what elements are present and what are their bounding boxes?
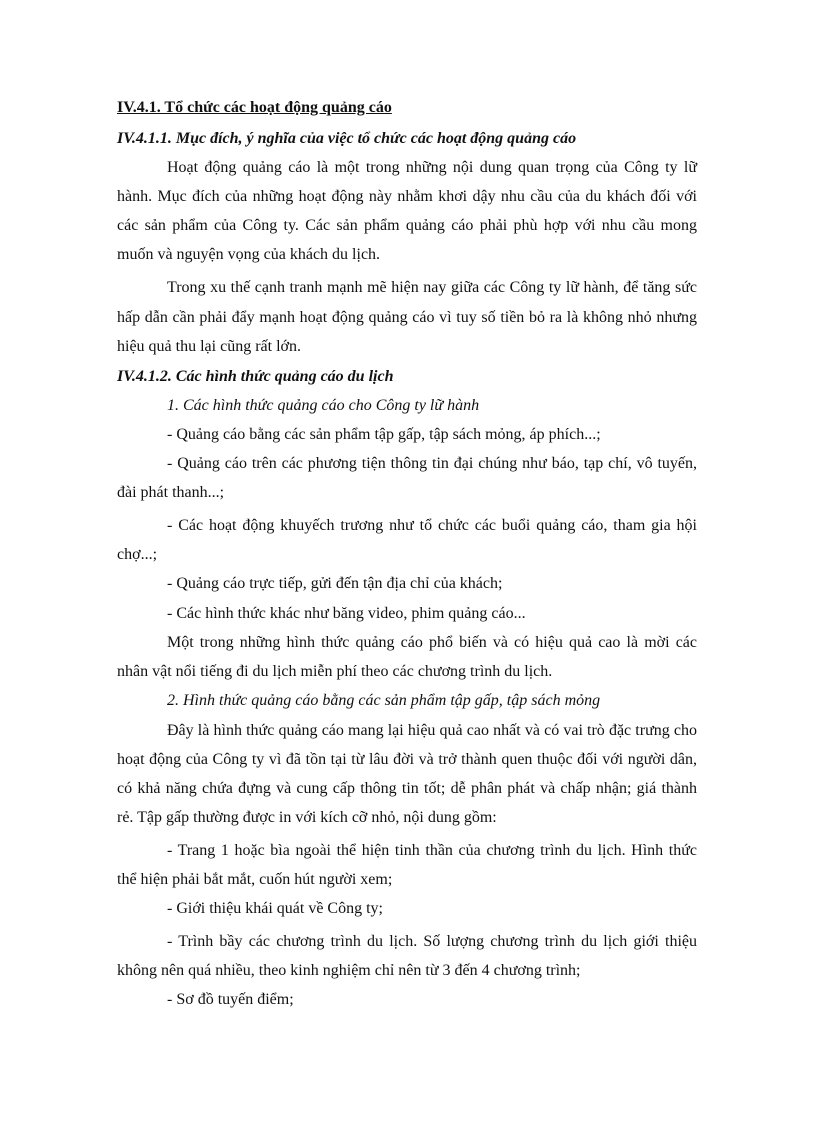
paragraph-line: hành. Mục đích của những hoạt động này nhằm khơi dậy nhu cầu của du khách đối với <box>117 188 697 205</box>
bullet-line: - Sơ đồ tuyến điểm; <box>167 991 294 1008</box>
paragraph-line: các sản phẩm của Công ty. Các sản phẩm quảng cáo phải phù hợp với nhu cầu mong <box>117 217 697 234</box>
paragraph-line: Đây là hình thức quảng cáo mang lại hiệu quả cao nhất và có vai trò đặc trưng cho <box>167 722 697 739</box>
paragraph-line: nhân vật nổi tiếng đi du lịch miễn phí theo các chương trình du lịch. <box>117 663 553 680</box>
paragraph-line: rẻ. Tập gấp thường được in với kích cỡ nhỏ, nội dung gồm: <box>117 809 497 826</box>
paragraph-line: hiệu quả thu lại cũng rất lớn. <box>117 338 301 355</box>
paragraph-line: hấp dẫn cần phải đẩy mạnh hoạt động quảng cáo vì tuy số tiền bỏ ra là không nhỏ nhưng <box>117 309 697 326</box>
paragraph-line: hoạt động của Công ty vì đã tồn tại từ lâu đời và trở thành quen thuộc đối với người dân, <box>117 751 697 768</box>
bullet-line: không nên quá nhiều, theo kinh nghiệm chỉ nên từ 3 đến 4 chương trình; <box>117 962 581 979</box>
paragraph-line: Trong xu thế cạnh tranh mạnh mẽ hiện nay giữa các Công ty lữ hành, để tăng sức <box>167 279 697 296</box>
bullet-line: - Các hình thức khác như băng video, phim quảng cáo... <box>167 605 526 622</box>
bullet-line: - Giới thiệu khái quát về Công ty; <box>167 900 383 917</box>
bullet-line: - Quảng cáo trực tiếp, gửi đến tận địa chỉ của khách; <box>167 575 503 592</box>
paragraph-line: muốn và nguyện vọng của khách du lịch. <box>117 246 381 263</box>
subheading: 1. Các hình thức quảng cáo cho Công ty lữ hành <box>167 397 480 414</box>
bullet-line: - Các hoạt động khuyếch trương như tổ chức các buổi quảng cáo, tham gia hội <box>167 517 697 534</box>
bullet-line: - Quảng cáo bằng các sản phẩm tập gấp, tập sách mỏng, áp phích...; <box>167 426 601 443</box>
bullet-line: chợ...; <box>117 546 158 563</box>
subheading: 2. Hình thức quảng cáo bằng các sản phẩm tập gấp, tập sách mỏng <box>167 692 601 709</box>
bullet-line: - Trình bầy các chương trình du lịch. Số lượng chương trình du lịch giới thiệu <box>167 933 697 950</box>
paragraph-line: Một trong những hình thức quảng cáo phổ biến và có hiệu quả cao là mời các <box>167 634 697 651</box>
bullet-line: thể hiện phải bắt mắt, cuốn hút người xem; <box>117 871 393 888</box>
paragraph-line: có khả năng chứa đựng và cung cấp thông tin tốt; dễ phân phát và chấp nhận; giá thành <box>117 780 697 797</box>
bullet-line: đài phát thanh...; <box>117 484 225 501</box>
section-heading-iv-4-1: IV.4.1. Tổ chức các hoạt động quảng cáo <box>117 99 392 116</box>
section-heading-iv-4-1-1: IV.4.1.1. Mục đích, ý nghĩa của việc tổ chức các hoạt động quảng cáo <box>117 130 577 147</box>
bullet-line: - Trang 1 hoặc bìa ngoài thể hiện tinh thần của chương trình du lịch. Hình thức <box>167 842 697 859</box>
section-heading-iv-4-1-2: IV.4.1.2. Các hình thức quảng cáo du lịch <box>117 368 394 385</box>
paragraph-line: Hoạt động quảng cáo là một trong những nội dung quan trọng của Công ty lữ <box>167 159 697 176</box>
bullet-line: - Quảng cáo trên các phương tiện thông tin đại chúng như báo, tạp chí, vô tuyến, <box>167 455 697 472</box>
